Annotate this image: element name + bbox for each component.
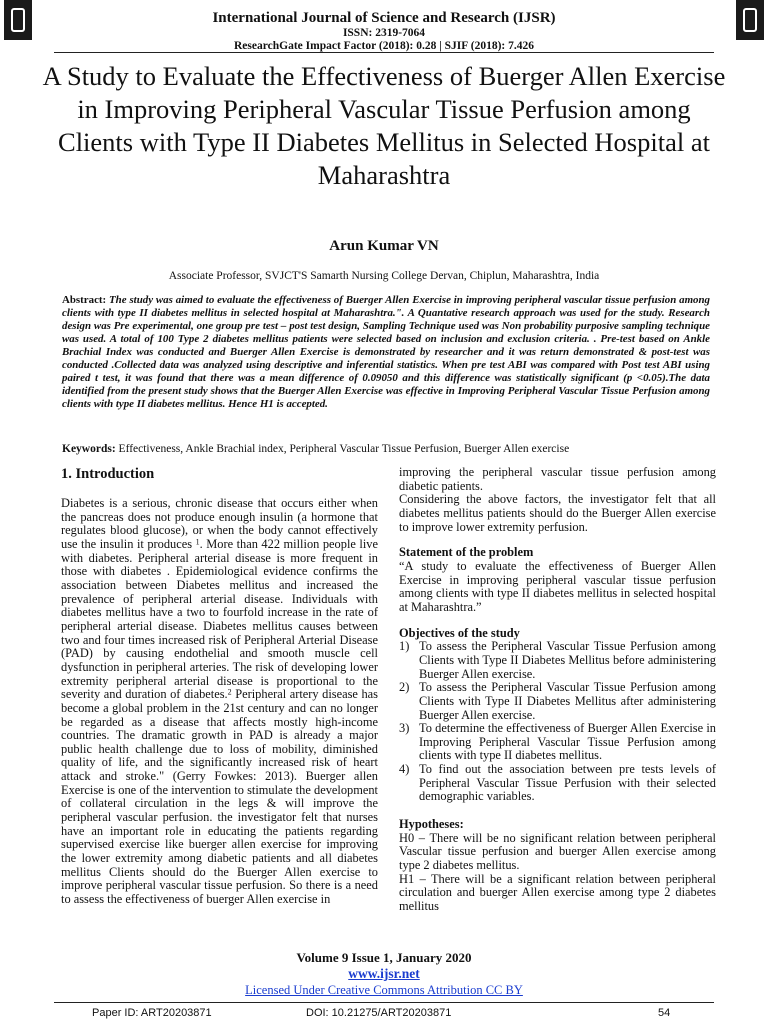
introduction-continued: improving the peripheral vascular tissue perfusion among diabetic patients. <box>399 465 716 493</box>
right-column <box>399 466 716 914</box>
introduction-paragraph <box>61 497 378 907</box>
hypotheses-heading: Hypotheses: <box>399 817 464 832</box>
footer-divider <box>54 1002 714 1003</box>
keywords-text: Effectiveness, Ankle Brachial index, Peripheral Vascular Tissue Perfusion, Buerger Allen exercise <box>118 443 570 455</box>
intro-text-part-2: . More than 422 million people live with diabetes. Peripheral arterial disease is more frequent in those with diabetes . Epidemiological evidence confirms the association between Diabetes mellitus and increased the prevalence of peripheral arterial disease. Individuals with diabetes mellitus have a two to fourfold increase in the rate of peripheral arterial disease. Diabetes mellitus causes between two and four times increased risk of Peripheral Arterial Disease (PAD) by causing endothelial and smooth muscle cell dysfunction in peripheral arteries. The risk of developing lower extremity peripheral arterial disease is proportional to the severity and duration of diabetes. <box>61 536 378 702</box>
objectives-heading: Objectives of the study <box>399 625 520 640</box>
journal-name: International Journal of Science and Research (IJSR) <box>212 10 556 26</box>
citation-ref-1: 1 <box>195 537 200 547</box>
statement-heading: Statement of the problem <box>399 545 534 560</box>
objective-item <box>399 681 716 722</box>
objective-text: To assess the Peripheral Vascular Tissue Perfusion among Clients with Type II Diabetes Mellitus before administering Buerger Allen exercise. <box>419 639 716 681</box>
keywords <box>62 443 710 456</box>
intro-text-part-1: Diabetes is a serious, chronic disease that occurs either when the pancreas does not produce enough insulin (a hormone that regulates blood glucose), or when the body cannot effectively use the insulin it produces <box>61 496 378 551</box>
keywords-label: Keywords: <box>62 443 116 455</box>
intro-text-part-3: Peripheral artery disease has become a global problem in the 21st century and can no longer be regarded as a disease that affects mostly high-income countries. The dramatic growth in PAD is already a major public health challenge due to loss of mobility, diminished quality of life, and the significantly increased risk of heart attack and stroke." (Gerry Fowkes: 2013). Buerger allen Exercise is one of the intervention to stimulate the development of collateral circulation in the legs & will improve the peripheral vascular perfusion. the investigator felt that nurses have an important role in educating the patients regarding supervised exercise like buerger allen exercise for improving the lower extremity among diabetic patients and all diabetes mellitus Clients should do the Buerger Allen exercise to improve peripheral vascular tissue perfusion. So there is a need to assess the effectiveness of buerger Allen exercise in <box>61 687 378 907</box>
abstract-text: The study was aimed to evaluate the effectiveness of Buerger Allen Exercise in improving peripheral vascular tissue perfusion among clients with type II diabetes mellitus in selected hospital at Maharashtra.". A Quantative research approach was used for the study. Research design was Pre experimental, one group pre test – post test design, Sampling Technique used was Non probability purposive sampling technique was used. A total of 100 Type 2 diabetes mellitus patients were selected based on inclusion and exclusion criteria. . Pre-test based on Ankle Brachial Index was conducted and Buerger Allen Exercise is demonstrated by researcher and it was return demonstrated & post-test was conducted .Collected data was analyzed using descriptive and inferential statistics. When pre test ABI was compared with Post test ABI using paired t test, it was found that there was a mean difference of 0.09050 and this difference was statistically significant (p <0.05).The data identified from the present study shows that the Buerger Allen Exercise was effective in Improving Peripheral Vascular Tissue Perfusion among clients with type II diabetes mellitus. Hence H1 is accepted. <box>62 294 710 410</box>
objective-number: 2) <box>399 680 410 695</box>
section-heading-introduction: 1. Introduction <box>61 466 155 482</box>
objective-item <box>399 763 716 804</box>
hypothesis-h0: H0 – There will be no significant relation between peripheral Vascular tissue perfusion and buerger Allen exercise among type 2 diabetes mellitus. <box>399 830 716 873</box>
objective-text: To determine the effectiveness of Buerger Allen Exercise in Improving Peripheral Vascular Tissue Perfusion among clients with type II diabetes mellitus. <box>419 721 716 763</box>
paper-id: Paper ID: ART20203871 <box>92 1007 212 1019</box>
citation-ref-2: 2 <box>227 687 232 697</box>
header-divider <box>54 52 714 53</box>
left-column <box>61 466 378 907</box>
considering-paragraph: Considering the above factors, the investigator felt that all diabetes mellitus patients should do the Buerger Allen exercise to improve lower extremity perfusion. <box>399 492 716 534</box>
journal-impact-factor: ResearchGate Impact Factor (2018): 0.28 | SJIF (2018): 7.426 <box>234 40 534 52</box>
abstract-label: Abstract: <box>62 294 107 306</box>
objective-number: 4) <box>399 762 410 777</box>
objective-number: 1) <box>399 639 410 654</box>
author-affiliation: Associate Professor, SVJCT'S Samarth Nursing College Dervan, Chiplun, Maharashtra, India <box>168 270 600 282</box>
objectives-list <box>399 640 716 804</box>
license-link[interactable]: Licensed Under Creative Commons Attribution CC BY <box>245 983 523 997</box>
journal-website-link[interactable]: www.ijsr.net <box>348 966 420 981</box>
objective-number: 3) <box>399 721 410 736</box>
journal-issn: ISSN: 2319-7064 <box>342 27 426 39</box>
journal-header <box>0 9 768 53</box>
footer-volume: Volume 9 Issue 1, January 2020 <box>296 950 472 965</box>
page-number: 54 <box>658 1007 671 1019</box>
hypothesis-h1: H1 – There will be a significant relation between peripheral circulation and buerger Allen exercise among type 2 diabetes mellitus <box>399 871 716 914</box>
abstract <box>62 294 710 411</box>
paper-title: A Study to Evaluate the Effectiveness of Buerger Allen Exercise in Improving Peripheral Vascular Tissue Perfusion among Clients with Type II Diabetes Mellitus in Selected Hospital at Maharashtra <box>42 61 726 190</box>
problem-statement: “A study to evaluate the effectiveness of Buerger Allen Exercise in improving peripheral vascular tissue perfusion among clients with type II diabetes mellitus in selected hospital at Maharashtra.” <box>399 558 716 614</box>
objective-text: To find out the association between pre tests levels of Peripheral Vascular Tissue Perfusion with their selected demographic variables. <box>419 762 716 804</box>
objective-text: To assess the Peripheral Vascular Tissue Perfusion among Clients with Type II Diabetes Mellitus after administering Buerger Allen exercise. <box>419 680 716 722</box>
paper-author: Arun Kumar VN <box>329 238 439 254</box>
paper-doi: DOI: 10.21275/ART20203871 <box>306 1007 452 1019</box>
objective-item <box>399 722 716 763</box>
objective-item <box>399 640 716 681</box>
